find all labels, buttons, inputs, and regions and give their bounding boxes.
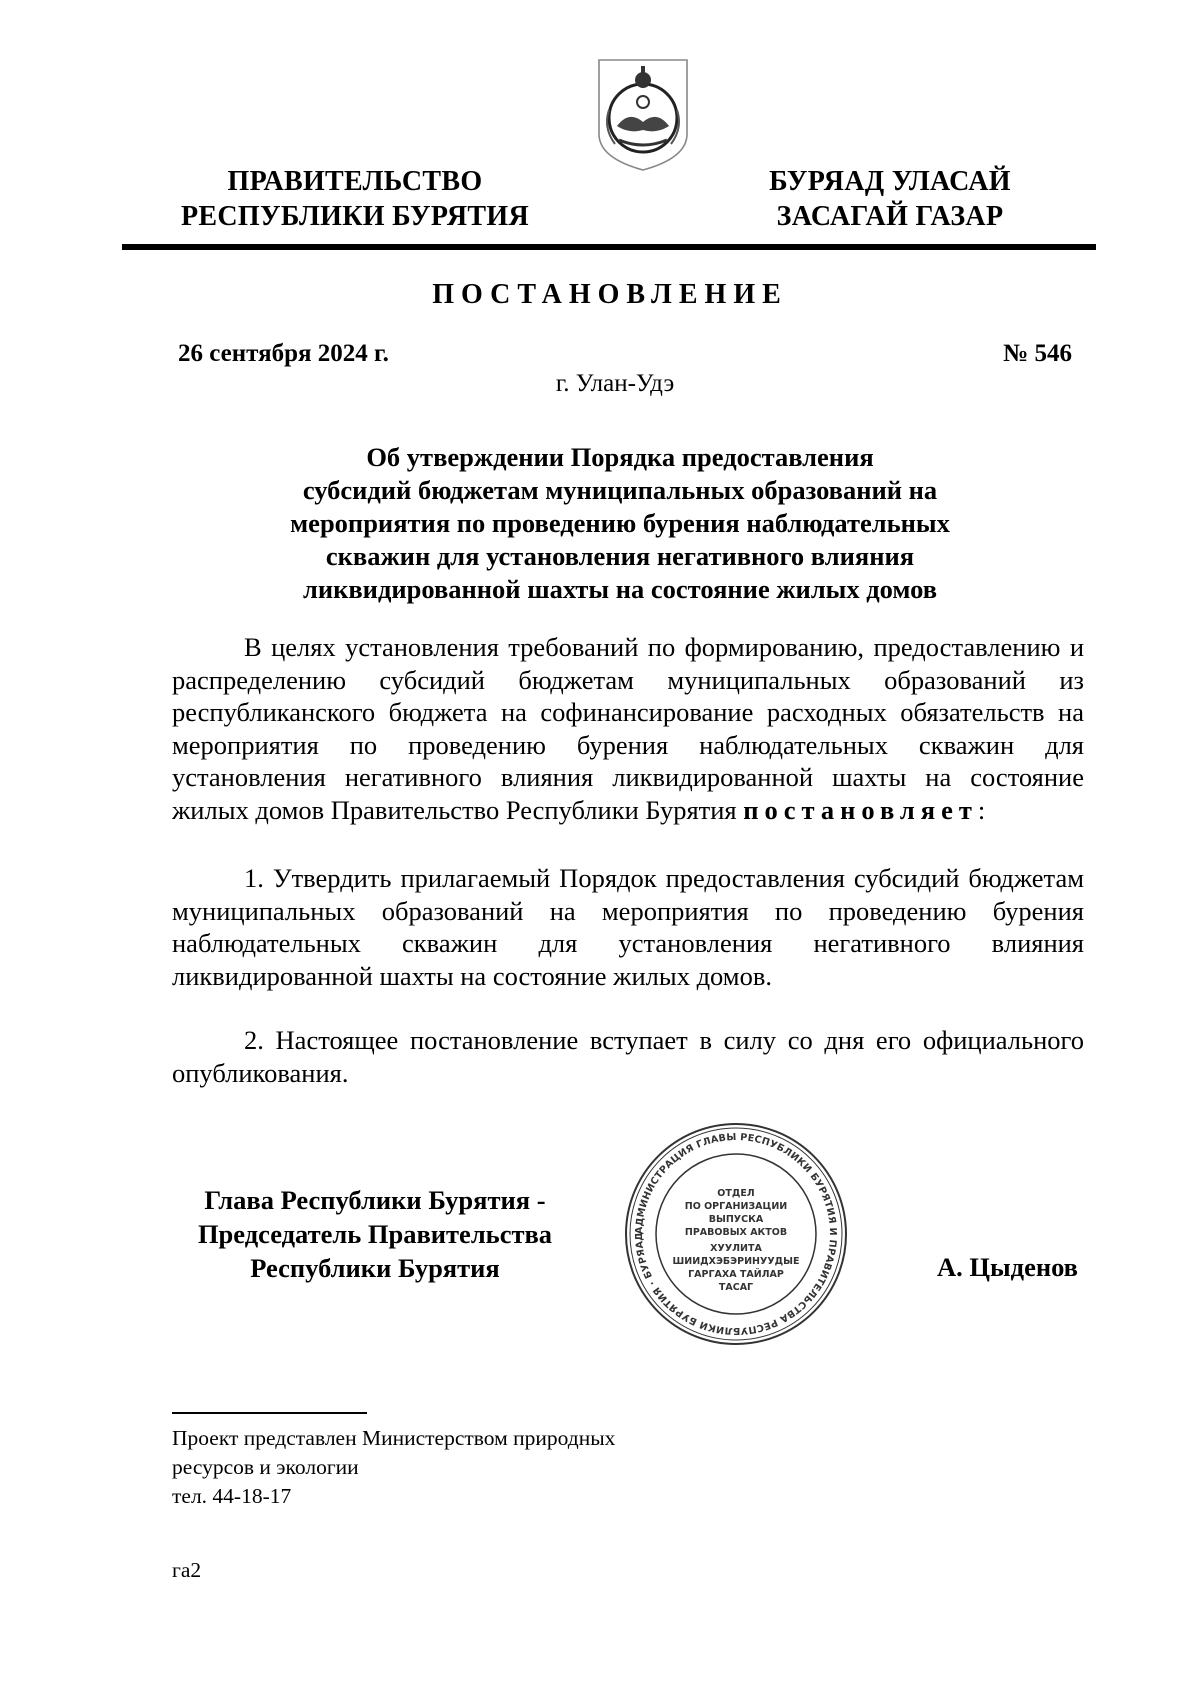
seal-inner-line: ШИИДХЭБЭРИНУУДЫЕ <box>672 1256 800 1267</box>
para1-text: В целях установления требований по формированию, предоставлению и распределению субсидий бюджетам муниципальных образований из республиканского бюджета на софинансирование расходных обязательств на мероприятия по проведению бурения наблюдательных скважин для установления негативного влияния ликвидированной шахты на состояние жилых домов Правительство Республики Бурятия <box>172 632 1084 825</box>
footnote-line: Проект представлен Министерством природных <box>172 1426 616 1450</box>
header-left-line1: ПРАВИТЕЛЬСТВО <box>227 166 483 197</box>
header-divider <box>122 244 1096 250</box>
document-code: га2 <box>172 1558 202 1582</box>
seal-inner-line: ПО ОРГАНИЗАЦИИ <box>684 1201 788 1212</box>
document-city: г. Улан-Удэ <box>555 370 675 397</box>
seal-inner-line: ГАРГАХА ТАЙЛАР <box>688 1269 784 1280</box>
seal-inner-line: ОТДЕЛ <box>717 1188 755 1199</box>
position-line: Председатель Правительства <box>197 1219 553 1249</box>
footnote-line: ресурсов и экологии <box>172 1455 359 1479</box>
signatory-position <box>150 1183 600 1285</box>
title-line: мероприятия по проведению бурения наблюдательных <box>290 508 950 538</box>
official-seal <box>622 1120 850 1348</box>
header-left-line2: РЕСПУБЛИКИ БУРЯТИЯ <box>181 201 529 232</box>
title-line: ликвидированной шахты на состояние жилых домов <box>302 574 938 604</box>
title-line: Об утверждении Порядка предоставления <box>366 442 874 472</box>
body-paragraph-3: 2. Настоящее постановление вступает в силу со дня его официального опубликования. <box>172 1025 1084 1088</box>
para1-end: : <box>977 794 986 825</box>
header-right-line2: ЗАСАГАЙ ГАЗАР <box>776 201 1004 232</box>
seal-outer-text: АДМИНИСТРАЦИЯ ГЛАВЫ РЕСПУБЛИКИ БУРЯТИЯ И ПРАВИТЕЛЬСТВА РЕСПУБЛИКИ БУРЯТИЯ · БУРЯАД <box>633 1131 839 1337</box>
seal-inner-line: ХУУЛИТА <box>710 1243 762 1254</box>
footnote-line: тел. 44-18-17 <box>172 1484 292 1508</box>
header-left <box>155 164 555 234</box>
body-paragraph-2: 1. Утвердить прилагаемый Порядок предоставления субсидий бюджетам муниципальных образований на мероприятия по проведению бурения наблюдательных скважин для установления негативного влияния ликвидированной шахты на состояние жилых домов. <box>172 863 1084 991</box>
position-line: Республики Бурятия <box>250 1253 500 1283</box>
position-line: Глава Республики Бурятия - <box>204 1185 546 1215</box>
title-line: субсидий бюджетам муниципальных образований на <box>302 475 938 505</box>
signatory-name: А. Цыденов <box>936 1252 1078 1282</box>
document-date: 26 сентября 2024 г. <box>178 340 389 367</box>
document-number: № 546 <box>1003 340 1072 367</box>
footnote-divider <box>172 1412 367 1414</box>
document-type: ПОСТАНОВЛЕНИЕ <box>432 279 788 310</box>
seal-inner-line: ПРАВОВЫХ АКТОВ <box>684 1227 788 1238</box>
footnote <box>172 1424 615 1511</box>
decree-word: постановляет <box>743 794 978 825</box>
document-title <box>240 441 1000 606</box>
coat-of-arms-icon <box>595 54 691 172</box>
header-right <box>725 164 1055 234</box>
seal-inner-line: ТАСАГ <box>718 1282 754 1293</box>
header-right-line1: БУРЯАД УЛАСАЙ <box>769 166 1011 197</box>
seal-inner-line: ВЫПУСКА <box>708 1214 764 1225</box>
body-paragraph-1 <box>172 631 1084 827</box>
title-line: скважин для установления негативного влияния <box>325 541 915 571</box>
